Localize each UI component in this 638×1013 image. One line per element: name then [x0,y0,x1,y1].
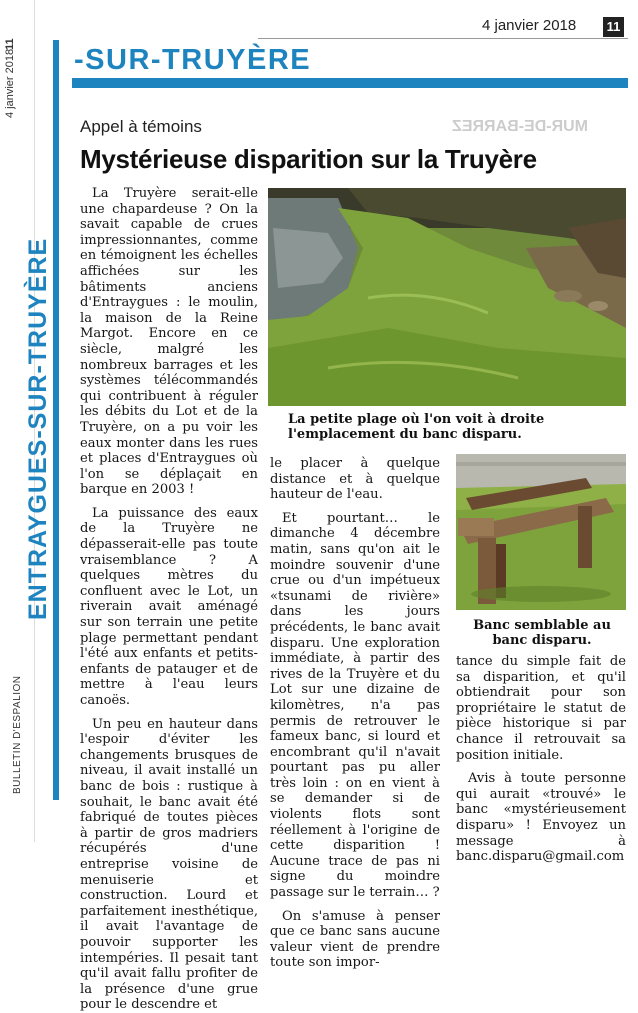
article-column-3 [456,654,626,865]
margin-page: 11 [4,38,16,50]
margin-date: 4 janvier 2018 [4,48,16,118]
ghost-bleed-text: MUR-DE-BARREZ [452,118,588,135]
issue-date: 4 janvier 2018 [482,17,577,34]
section-accent-bar [72,78,628,88]
paragraph: La Truyère serait-elle une chapardeuse ? On la savait capable de crues impressionnantes, comme en témoignent les échelles affichées sur les bâtiments anciens d'Entraygues : le moulin, la maison de la Reine Margot. Encore en ce siècle, malgré les nombreux barrages et les systèmes télécommandés qui contribuent à réguler les débits du Lot et de la Truyère, on a pu voir les eaux monter dans les rues et places d'Entraygues où l'on se déplaçait en barque en 2003 ! [80,186,258,498]
photo-caption-2: Banc semblable au banc disparu. [473,618,611,648]
paragraph: Et pourtant… le dimanche 4 décembre matin, sans qu'on ait le moindre souvenir d'une crue ou d'un impétueux «tsunami de rivière» dans les jours précédents, le banc avait disparu. Une exploration immédiate, à partir des rives de la Truyère et du Lot sur une dizaine de kilomètres, n'a pas permis de retrouver le fameux banc, si lourd et encombrant qu'il n'avait pourtant pas pu aller très loin : on en vient à se demander si de violents flots sont réellement à l'origine de cette disparition ! Aucune trace de pas ni signe du moindre passage sur le terrain… ? [270,510,440,901]
header-rule [258,38,628,39]
photo-caption-1: La petite plage où l'on voit à droite l'emplacement du banc disparu. [288,412,545,442]
vertical-accent-bar [53,40,59,800]
article-kicker: Appel à témoins [80,117,202,136]
bench-photo-image [456,454,626,610]
article-column-1 [80,186,258,1013]
article-column-2 [270,456,440,971]
paragraph: On s'amuse à penser que ce banc sans aucune valeur vient de prendre toute son impor- [270,908,440,971]
paragraph: tance du simple fait de sa disparition, et qu'il obtiendrait pour son propriétaire le statut de pièce historique si par chance il retrouvait sa position initiale. [456,654,626,763]
beach-photo [268,188,626,406]
vertical-section-title: ENTRAYGUES-SUR-TRUYÈRE [24,237,52,620]
beach-photo-image [268,188,626,406]
article-headline: Mystérieuse disparition sur la Truyère [80,144,537,174]
section-title: -SUR-TRUYÈRE [74,44,312,76]
paragraph: le placer à quelque distance et à quelque hauteur de l'eau. [270,456,440,503]
paragraph: Un peu en hauteur dans l'espoir d'éviter les changements brusques de niveau, il avait installé un banc de bois : rustique à souhait, le banc avait été fabriqué de toutes pièces à partir de gros madriers récupérés d'une entreprise voisine de menuiserie et construction. Lourd et parfaitement inesthétique, il avait l'avantage de pouvoir supporter les intempéries. Il pesait tant qu'il avait fallu profiter de la présence d'une grue pour le descendre et [80,716,258,1013]
bench-photo [456,454,626,610]
paragraph: La puissance des eaux de la Truyère ne dépasserait-elle pas toute vraisemblance ? A quelques mètres du confluent avec le Lot, un riverain avait aménagé sur son terrain une petite plage permettant pendant l'été aux enfants et petits-enfants de patauger et de mettre à l'eau leurs canoës. [80,505,258,708]
page-number: 11 [603,17,624,37]
paragraph: Avis à toute personne qui aurait «trouvé» le banc «mystérieusement disparu» ! Envoyez un message à banc.disparu@gmail.com [456,771,626,865]
margin-publication: BULLETIN D'ESPALION [12,675,23,794]
